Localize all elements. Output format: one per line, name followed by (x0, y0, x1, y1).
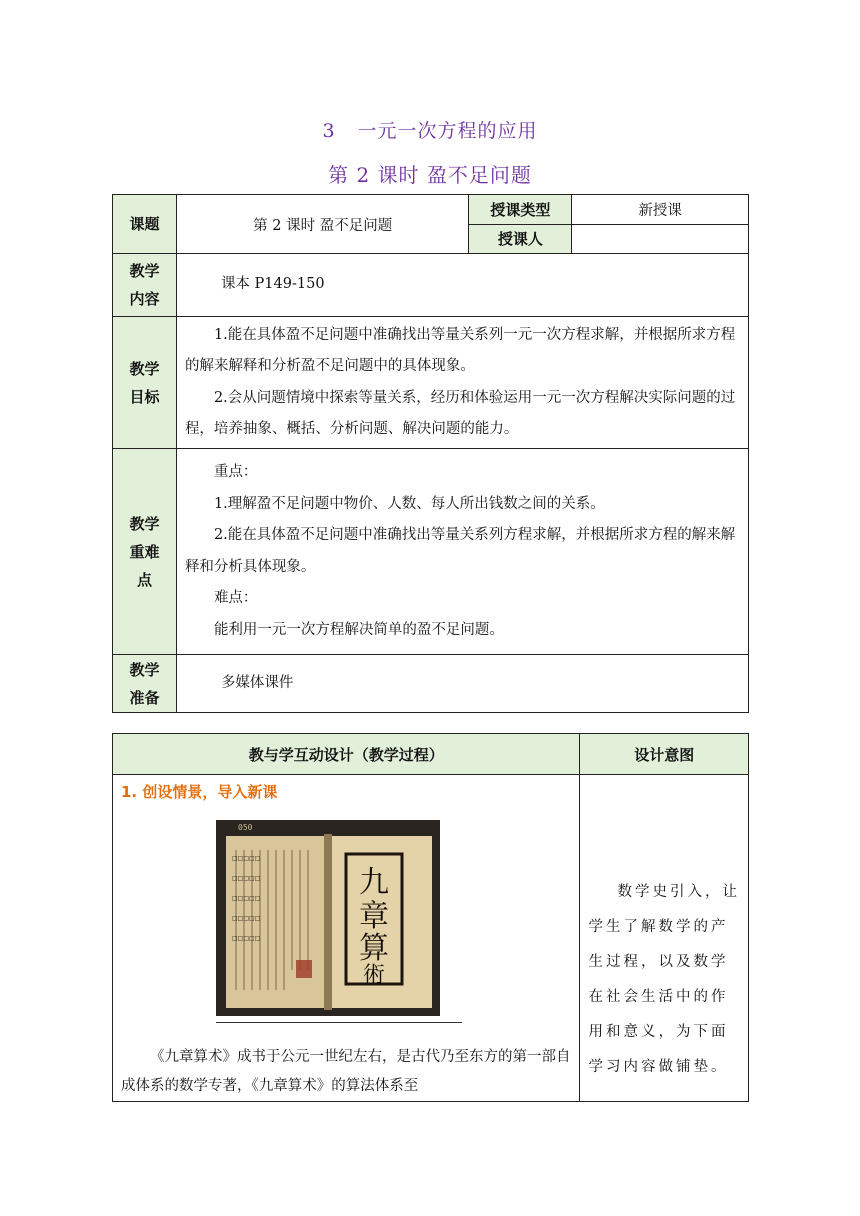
svg-text:□□□□□: □□□□□ (232, 895, 261, 902)
key-point-1: 1.理解盈不足问题中物价、人数、每人所出钱数之间的关系。 (213, 495, 605, 512)
content-label (113, 254, 177, 317)
prep-value: 多媒体课件 (176, 655, 748, 713)
section-number: 3 (322, 120, 336, 142)
lesson-info-table (112, 194, 749, 713)
svg-text:章: 章 (359, 899, 389, 934)
section-title (0, 116, 860, 143)
svg-text:□□□□□: □□□□□ (232, 915, 261, 922)
difficulty-text: 能利用一元一次方程解决简单的盈不足问题。 (213, 621, 504, 638)
process-header: 教与学互动设计（教学过程） (113, 734, 580, 775)
intent-header: 设计意图 (580, 734, 749, 775)
key-points-heading: 重点： (213, 464, 258, 480)
key-label-text: 教学重难点 (129, 514, 160, 589)
goals-cell (176, 317, 748, 449)
prep-label-text: 教学准备 (129, 660, 160, 707)
svg-text:術: 術 (362, 963, 386, 988)
type-label: 授课类型 (469, 195, 572, 225)
type-value: 新授课 (572, 195, 749, 225)
topic-value: 第 2 课时 盈不足问题 (176, 195, 469, 254)
key-label (113, 449, 177, 655)
intent-cell (580, 775, 749, 1102)
goal-2: 2.会从问题情境中探索等量关系，经历和体验运用一元一次方程解决实际问题的过程，培养抽象、概括、分析问题、解决问题的能力。 (184, 389, 736, 437)
svg-text:□□□□□: □□□□□ (232, 875, 261, 882)
book-title-vertical: 九 (359, 865, 389, 900)
teacher-value (572, 225, 749, 254)
key-point-2: 2.能在具体盈不足问题中准确找出等量关系列方程求解，并根据所求方程的解来解释和分析具体现象。 (184, 527, 736, 575)
image-underline (216, 1022, 462, 1023)
teacher-label: 授课人 (469, 225, 572, 254)
section-title-text: 一元一次方程的应用 (357, 120, 538, 142)
key-cell (176, 449, 748, 655)
content-value: 课本 P149-150 (176, 254, 748, 317)
goals-label-text: 教学目标 (129, 359, 160, 406)
intro-paragraph: 《九章算术》成书于公元一世纪左右，是古代乃至东方的第一部自成体系的数学专著，《九章算术》的算法体系至 (121, 1049, 571, 1094)
section-1-heading: 1. 创设情景，导入新课 (121, 783, 278, 801)
prep-label (113, 655, 177, 713)
svg-text:□□□□□: □□□□□ (232, 855, 261, 862)
svg-text:算: 算 (359, 931, 389, 966)
svg-text:□□□□□: □□□□□ (232, 935, 261, 942)
svg-text:050: 050 (238, 823, 253, 832)
content-label-text: 教学内容 (129, 262, 160, 308)
goal-1: 1.能在具体盈不足问题中准确找出等量关系列一元一次方程求解，并根据所求方程的解来解释和分析盈不足问题中的具体现象。 (184, 326, 736, 374)
process-cell (113, 775, 580, 1102)
book-illustration (216, 820, 440, 1016)
goals-label (113, 317, 177, 449)
lesson-title: 第 2 课时 盈不足问题 (328, 163, 532, 187)
difficulty-heading: 难点： (213, 590, 258, 606)
teaching-process-table (112, 733, 749, 1102)
topic-label: 课题 (113, 195, 177, 254)
design-intent-text: 数学史引入，让学生了解数学的产生过程，以及数学在社会生活中的作用和意义，为下面学习内容做铺垫。 (588, 884, 740, 1075)
jiuzhang-suanshu-book-image (216, 820, 440, 1016)
